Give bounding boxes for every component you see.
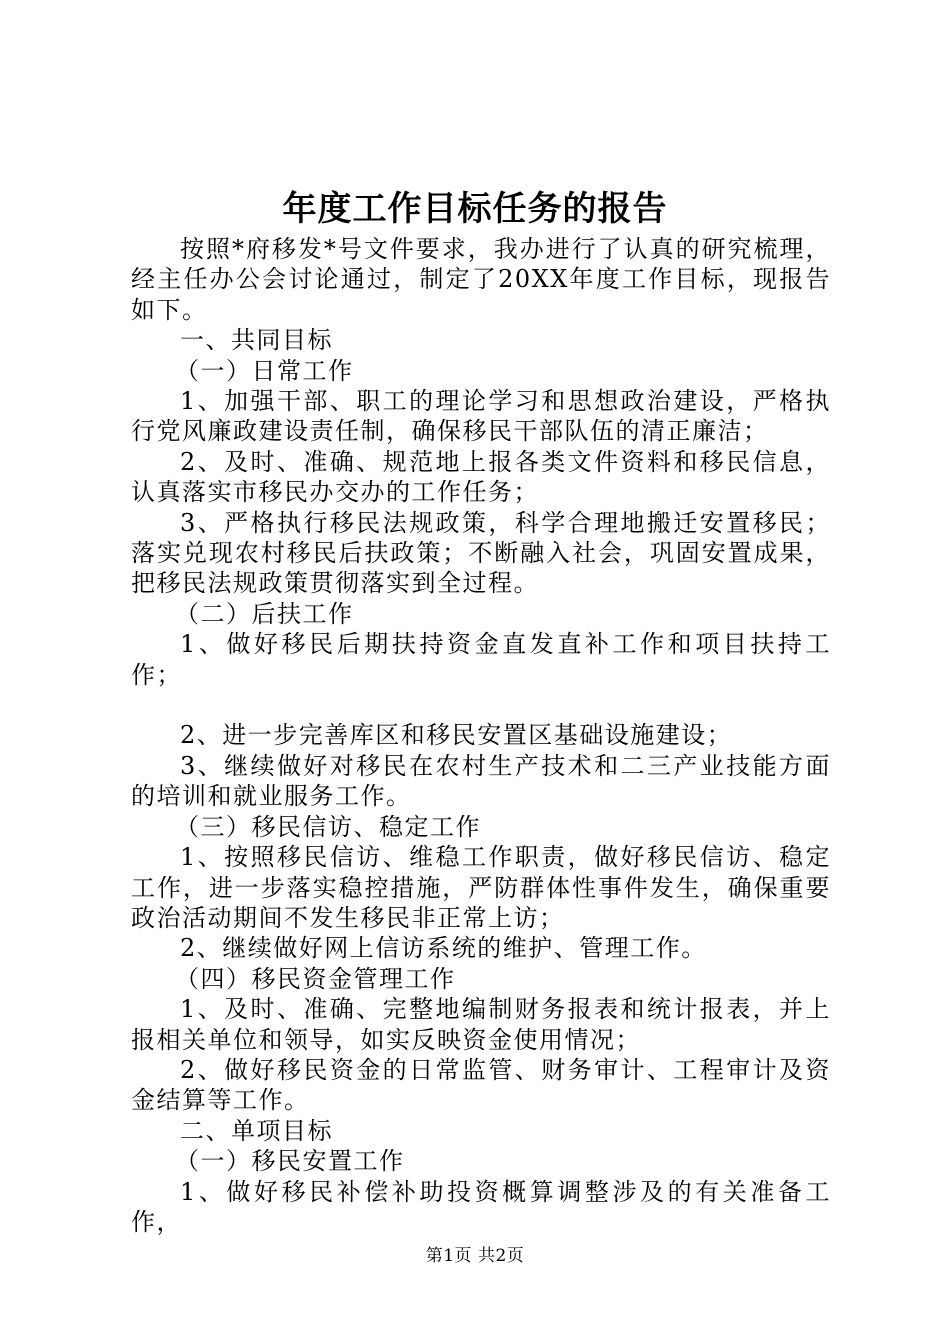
list-item: 1、做好移民后期扶持资金直发直补工作和项目扶持工作； (131, 630, 831, 689)
list-item: 2、继续做好网上信访系统的维护、管理工作。 (180, 934, 707, 963)
subsection-heading-fund-management: （四）移民资金管理工作 (175, 964, 456, 993)
section-heading-common-goals: 一、共同目标 (180, 326, 333, 355)
list-item: 1、按照移民信访、维稳工作职责，做好移民信访、稳定工作，进一步落实稳控措施，严防群体性事件发生，确保重要政治活动期间不发生移民非正常上访； (131, 843, 831, 932)
list-item: 2、及时、准确、规范地上报各类文件资料和移民信息，认真落实市移民办交办的工作任务； (131, 447, 831, 507)
list-item: 2、做好移民资金的日常监管、财务审计、工程审计及资金结算等工作。 (131, 1055, 831, 1115)
document-title: 年度工作目标任务的报告 (282, 189, 668, 229)
subsection-heading-support-work: （二）后扶工作 (175, 599, 354, 628)
page-number-footer: 第1页 共2页 (425, 1246, 525, 1266)
list-item: 3、继续做好对移民在农村生产技术和二三产业技能方面的培训和就业服务工作。 (131, 751, 831, 811)
intro-paragraph: 按照*府移发*号文件要求，我办进行了认真的研究梳理，经主任办公会讨论通过，制定了20XX年度工作目标，现报告如下。 (131, 235, 831, 324)
list-item: 2、进一步完善库区和移民安置区基础设施建设； (180, 721, 733, 750)
list-item: 3、严格执行移民法规政策，科学合理地搬迁安置移民；落实兑现农村移民后扶政策；不断融入社会，巩固安置成果，把移民法规政策贯彻落实到全过程。 (131, 508, 831, 598)
subsection-heading-resettlement: （一）移民安置工作 (175, 1147, 405, 1176)
subsection-heading-petition-stability: （三）移民信访、稳定工作 (175, 812, 481, 841)
list-item: 1、加强干部、职工的理论学习和思想政治建设，严格执行党风廉政建设责任制，确保移民干部队伍的清正廉洁； (131, 387, 831, 446)
blank-line (131, 690, 831, 720)
document-body (131, 234, 831, 1237)
list-item: 1、做好移民补偿补助投资概算调整涉及的有关准备工作， (131, 1177, 831, 1236)
section-heading-individual-goals: 二、单项目标 (180, 1116, 333, 1145)
list-item: 1、及时、准确、完整地编制财务报表和统计报表，并上报相关单位和领导，如实反映资金使用情况； (131, 995, 831, 1054)
subsection-heading-daily-work: （一）日常工作 (175, 356, 354, 385)
